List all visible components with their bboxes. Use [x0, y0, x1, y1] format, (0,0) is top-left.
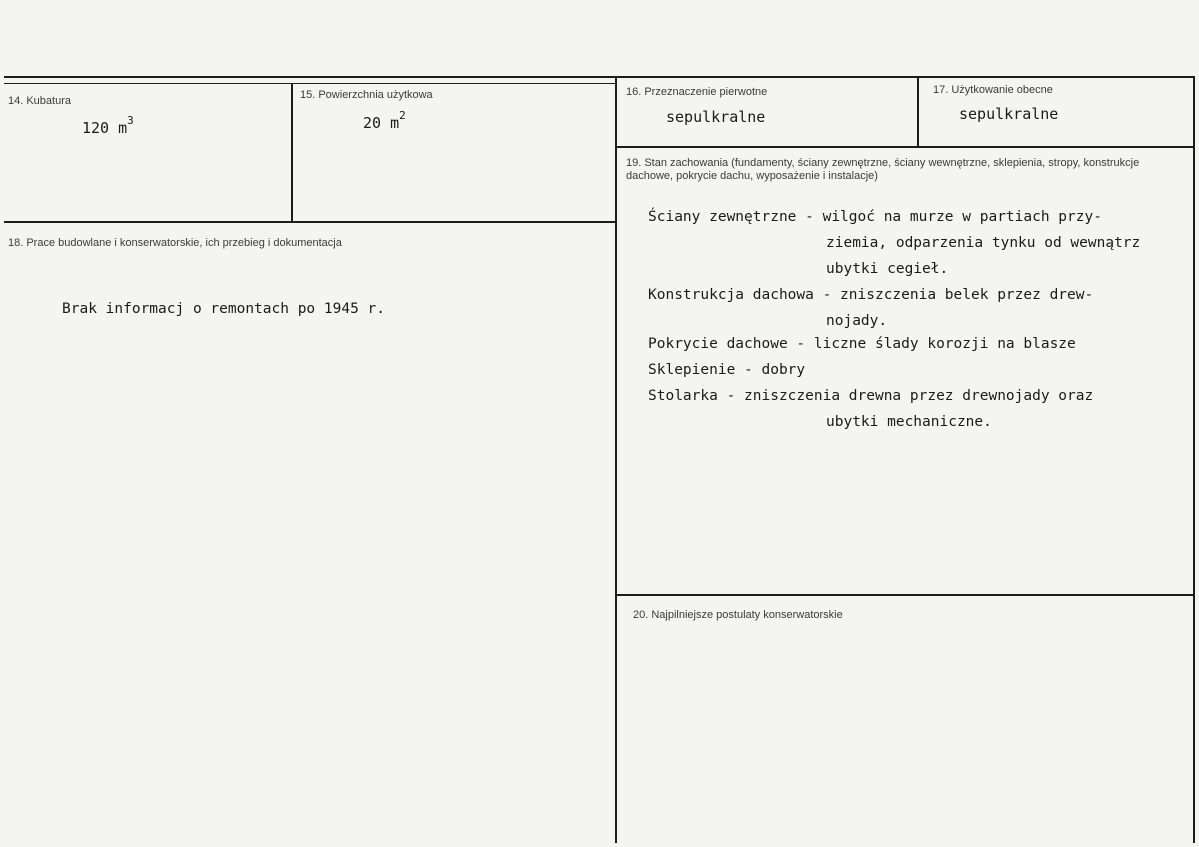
condition-line-6: Pokrycie dachowe - liczne ślady korozji na blasze: [648, 336, 1076, 352]
condition-line-7: Sklepienie - dobry: [648, 362, 806, 378]
field-20-label: 20. Najpilniejsze postulaty konserwatorskie: [633, 609, 843, 621]
field-15-label: 15. Powierzchnia użytkowa: [300, 89, 433, 101]
condition-line-4: Konstrukcja dachowa - zniszczenia belek przez drew-: [648, 287, 1094, 303]
field-14-label: 14. Kubatura: [8, 95, 71, 107]
condition-line-1: Ściany zewnętrzne - wilgoć na murze w partiach przy-: [648, 209, 1102, 225]
right-border: [1193, 76, 1195, 843]
field-16-label: 16. Przeznaczenie pierwotne: [626, 86, 768, 98]
field-14-value-text: 120 m: [82, 119, 128, 137]
field-19-label: 19. Stan zachowania (fundamenty, ściany zewnętrzne, ściany wewnętrzne, sklepienia, stropy, konstrukcje dachowe, pokrycie dachu, wyposażenie i instalacje): [626, 157, 1140, 182]
field-17-value: sepulkralne: [959, 105, 1059, 123]
rule-under-16-17: [616, 146, 1195, 148]
condition-line-2: ziemia, odparzenia tynku od wewnątrz: [826, 235, 1141, 251]
field-18-value: Brak informacj o remontach po 1945 r.: [62, 301, 386, 317]
rule-under-14-15: [4, 83, 616, 84]
condition-line-3: ubytki cegieł.: [826, 261, 949, 277]
field-14-unit-exponent: 3: [127, 114, 134, 127]
rule-under-14-15-18: [4, 221, 616, 223]
field-15-value: [363, 109, 406, 132]
condition-line-9: ubytki mechaniczne.: [826, 414, 992, 430]
top-rule: [4, 76, 1195, 78]
field-18-label: 18. Prace budowlane i konserwatorskie, ich przebieg i dokumentacja: [8, 237, 342, 249]
condition-line-5: nojady.: [826, 313, 888, 329]
rule-above-20: [616, 594, 1195, 596]
field-14-value: [82, 114, 134, 137]
condition-line-8: Stolarka - zniszczenia drewna przez drewnojady oraz: [648, 388, 1094, 404]
field-15-value-text: 20 m: [363, 114, 400, 132]
divider-16-17: [917, 77, 919, 147]
field-15-unit-exponent: 2: [399, 109, 406, 122]
field-16-value: sepulkralne: [666, 108, 766, 126]
divider-14-15: [291, 83, 293, 223]
main-vertical-divider: [615, 77, 617, 843]
field-17-label: 17. Użytkowanie obecne: [933, 84, 1053, 96]
